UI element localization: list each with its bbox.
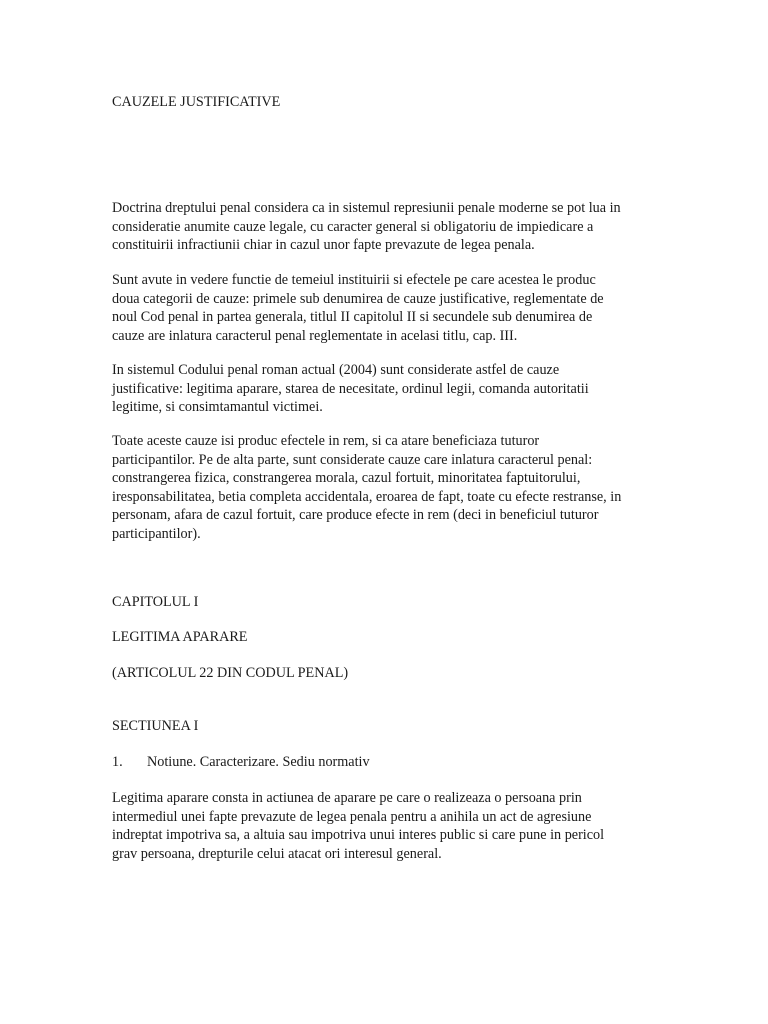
section-heading: SECTIUNEA I <box>112 718 199 734</box>
chapter-title: LEGITIMA APARARE <box>112 629 248 645</box>
text-line: legitime, si consimtamantul victimei. <box>112 399 323 416</box>
text-line: constituirii infractiunii chiar in cazul unor fapte prevazute de legea penala. <box>112 237 535 254</box>
text-line: justificative: legitima aparare, starea de necesitate, ordinul legii, comanda autoritatii <box>112 380 589 397</box>
chapter-article: (ARTICOLUL 22 DIN CODUL PENAL) <box>112 665 349 681</box>
text-line: noul Cod penal in partea generala, titlul II capitolul II si secundele sub denumirea de <box>112 309 593 326</box>
intro-paragraph-1 <box>112 199 652 255</box>
text-line: In sistemul Codului penal roman actual (2004) sunt considerate astfel de cauze <box>112 362 560 378</box>
item-title: Notiune. Caracterizare. Sediu normativ <box>147 754 370 770</box>
intro-paragraph-3 <box>112 361 652 417</box>
intro-paragraph-2 <box>112 271 652 345</box>
text-line: iresponsabilitatea, betia completa accidentala, eroarea de fapt, toate cu efecte restranse, in <box>112 488 622 505</box>
text-line: constrangerea fizica, constrangerea morala, cazul fortuit, minoritatea faptuitorului, <box>112 470 581 487</box>
chapter-heading: CAPITOLUL I <box>112 594 199 610</box>
text-line: Sunt avute in vedere functie de temeiul instituirii si efectele pe care acestea le produc <box>112 272 596 288</box>
intro-paragraph-4 <box>112 432 652 544</box>
text-line: consideratie anumite cauze legale, cu caracter general si obligatoriu de impiedicare a <box>112 218 594 235</box>
text-line: indreptat impotriva sa, a altuia sau impotriva unui interes public si care pune in pericol <box>112 827 605 844</box>
text-line: doua categorii de cauze: primele sub denumirea de cauze justificative, reglementate de <box>112 290 604 307</box>
text-line: cauze are inlatura caracterul penal reglementate in acelasi titlu, cap. III. <box>112 327 518 344</box>
document-title: CAUZELE JUSTIFICATIVE <box>112 94 281 110</box>
text-line: Toate aceste cauze isi produc efectele in rem, si ca atare beneficiaza tuturor <box>112 433 540 449</box>
text-line: participantilor. Pe de alta parte, sunt considerate cauze care inlatura caracterul penal: <box>112 451 593 468</box>
text-line: participantilor). <box>112 525 201 542</box>
text-line: grav persoana, drepturile celui atacat ori interesul general. <box>112 845 442 862</box>
text-line: personam, afara de cazul fortuit, care produce efecte in rem (deci in beneficiul tuturor <box>112 507 599 524</box>
text-line: Doctrina dreptului penal considera ca in sistemul represiunii penale moderne se pot lua in <box>112 200 621 216</box>
text-line: Legitima aparare consta in actiunea de aparare pe care o realizeaza o persoana prin <box>112 790 582 806</box>
item-number: 1. <box>112 754 123 770</box>
text-line: intermediul unei fapte prevazute de legea penala pentru a anihila un act de agresiune <box>112 808 592 825</box>
final-paragraph <box>112 789 652 863</box>
